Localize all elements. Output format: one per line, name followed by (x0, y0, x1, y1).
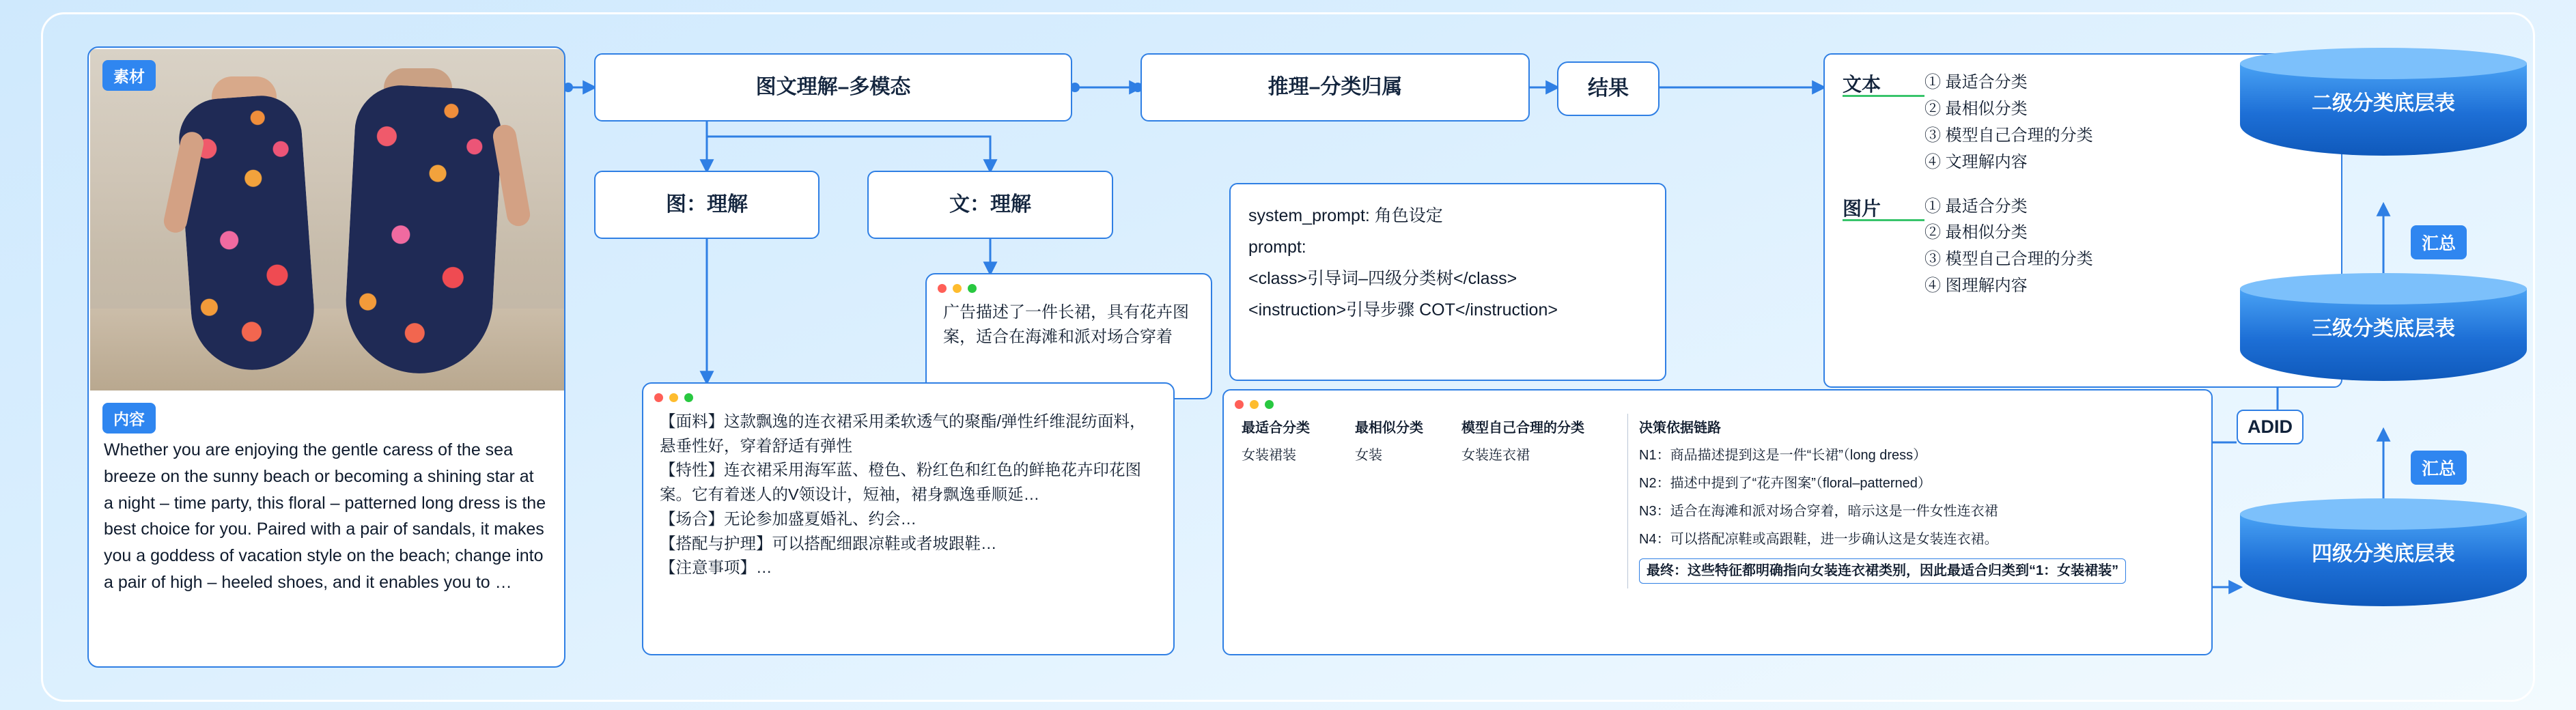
table-header-cell: 决策依据链路 (1628, 414, 2200, 442)
table-cell-best (1236, 526, 1349, 554)
node-result-label: 结果 (1588, 77, 1629, 100)
material-content-text: Whether you are enjoying the gentle caress of the sea breeze on the sunny beach or becoming a shining star at a night – time party, this floral – patterned long dress is the best choice for you. Paired with a pair of sandals, it makes you a goddess of vacation style on the beach; change into a pair of high – heeled shoes, and it enables you to … (104, 440, 546, 592)
result-item: ① 最适合分类 (1924, 73, 2028, 91)
aggregate-badge-upper: 汇总 (2411, 225, 2467, 259)
node-reasoning-classification[interactable] (1140, 53, 1530, 122)
node-image-understanding[interactable] (594, 171, 820, 239)
table-cell-similar (1349, 498, 1456, 526)
final-label: 最终： (1647, 563, 1688, 578)
prompt-system-line: system_prompt: 角色设定 (1248, 206, 1443, 225)
window-dots-icon (938, 284, 977, 293)
table-cell-best (1236, 498, 1349, 526)
node-text-understanding[interactable] (867, 171, 1113, 239)
table-cell-chain: N1：商品描述提到这是一件“长裙”（long dress） (1628, 442, 2200, 470)
ad-summary-text: 广告描述了一件长裙，具有花卉图案，适合在海滩和派对场合穿着 (943, 303, 1189, 346)
result-image-label: 图片 (1843, 194, 1924, 221)
window-dots-icon (654, 393, 693, 402)
table-header-cell: 最相似分类 (1355, 421, 1423, 436)
table-cell-similar (1349, 526, 1456, 554)
aggregate-badge-lower: 汇总 (2411, 451, 2467, 485)
node-reasoning-classification-label: 推理–分类归属 (1268, 76, 1403, 98)
adid-badge: ADID (2237, 410, 2304, 444)
db-table-level3-label: 三级分类底层表 (2312, 317, 2455, 340)
table-cell-chain: N4：可以搭配凉鞋或高跟鞋，进一步确认这是女装连衣裙。 (1628, 526, 2200, 554)
table-row (1236, 442, 2199, 470)
node-image-understanding-label: 图：理解 (666, 193, 748, 216)
table-cell-best: 女装裙装 (1242, 448, 1296, 463)
ad-summary-bubble (925, 273, 1212, 399)
table-cell-best (1236, 470, 1349, 498)
node-result[interactable] (1557, 61, 1660, 116)
table-cell-model: 女装连衣裙 (1461, 448, 1530, 463)
table-final-row (1236, 554, 2199, 588)
table-cell-chain: N3：适合在海滩和派对场合穿着，暗示这是一件女性连衣裙 (1628, 498, 2200, 526)
badge-source: 素材 (102, 60, 156, 91)
node-multimodal-understanding-label: 图文理解–多模态 (755, 76, 911, 98)
prompt-class-line: <class>引导词–四级分类树</class> (1248, 269, 1517, 288)
window-dots-icon (1235, 400, 1274, 409)
result-item: ② 最相似分类 (1924, 99, 2028, 118)
decision-table (1236, 414, 2199, 588)
result-item: ③ 模型自己合理的分类 (1924, 126, 2093, 145)
table-header-cell: 模型自己合理的分类 (1461, 421, 1584, 436)
table-cell-model (1456, 526, 1628, 554)
result-item: ① 最适合分类 (1924, 197, 2028, 216)
badge-content: 内容 (102, 403, 156, 434)
result-item: ③ 模型自己合理的分类 (1924, 250, 2093, 269)
description-line: 【面料】这款飘逸的连衣裙采用柔软透气的聚酯/弹性纤维混纺面料，悬垂性好，穿着舒适有弹性 (660, 412, 1146, 455)
table-row (1236, 498, 2199, 526)
table-cell-chain: N2：描述中提到了“花卉图案”（floral–patterned） (1628, 470, 2200, 498)
description-line: 【场合】无论参加盛夏婚礼、约会… (660, 509, 916, 528)
result-text-label: 文本 (1843, 70, 1924, 97)
result-item: ④ 文理解内容 (1924, 152, 2028, 171)
db-table-level2 (2240, 48, 2527, 171)
table-cell-model (1456, 470, 1628, 498)
decision-table-panel (1222, 389, 2213, 655)
result-item: ④ 图理解内容 (1924, 276, 2028, 296)
table-cell-similar (1349, 470, 1456, 498)
node-multimodal-understanding[interactable] (594, 53, 1072, 122)
result-text-items (1924, 70, 2093, 176)
table-header-cell: 最适合分类 (1242, 421, 1310, 436)
db-table-level3 (2240, 273, 2527, 396)
node-text-understanding-label: 文：理解 (949, 193, 1031, 216)
prompt-box (1229, 183, 1666, 381)
table-row (1236, 470, 2199, 498)
db-table-level2-label: 二级分类底层表 (2312, 92, 2455, 115)
material-panel (87, 46, 565, 668)
description-line: 【注意事项】… (660, 558, 772, 577)
table-cell-similar: 女装 (1355, 448, 1382, 463)
prompt-label: prompt: (1248, 238, 1306, 257)
table-row (1236, 526, 2199, 554)
table-header-row (1236, 414, 2199, 442)
product-description-bubble (642, 382, 1175, 655)
table-cell-model (1456, 498, 1628, 526)
prompt-instruction-line: <instruction>引导步骤 COT</instruction> (1248, 300, 1558, 320)
final-text: 这些特征都明确指向女装连衣裙类别，因此最适合归类到“1：女装裙装” (1688, 563, 2119, 578)
db-table-level4 (2240, 498, 2527, 621)
db-table-level4-label: 四级分类底层表 (2312, 543, 2455, 565)
description-line: 【特性】连衣裙采用海军蓝、橙色、粉红色和红色的鲜艳花卉印花图案。它有着迷人的V领设计，短袖，裙身飘逸垂顺延… (660, 461, 1141, 504)
result-image-items (1924, 194, 2093, 300)
product-photo (90, 49, 564, 390)
result-item: ② 最相似分类 (1924, 223, 2028, 242)
final-conclusion (1639, 558, 2126, 584)
description-line: 【搭配与护理】可以搭配细跟凉鞋或者坡跟鞋… (660, 534, 997, 552)
